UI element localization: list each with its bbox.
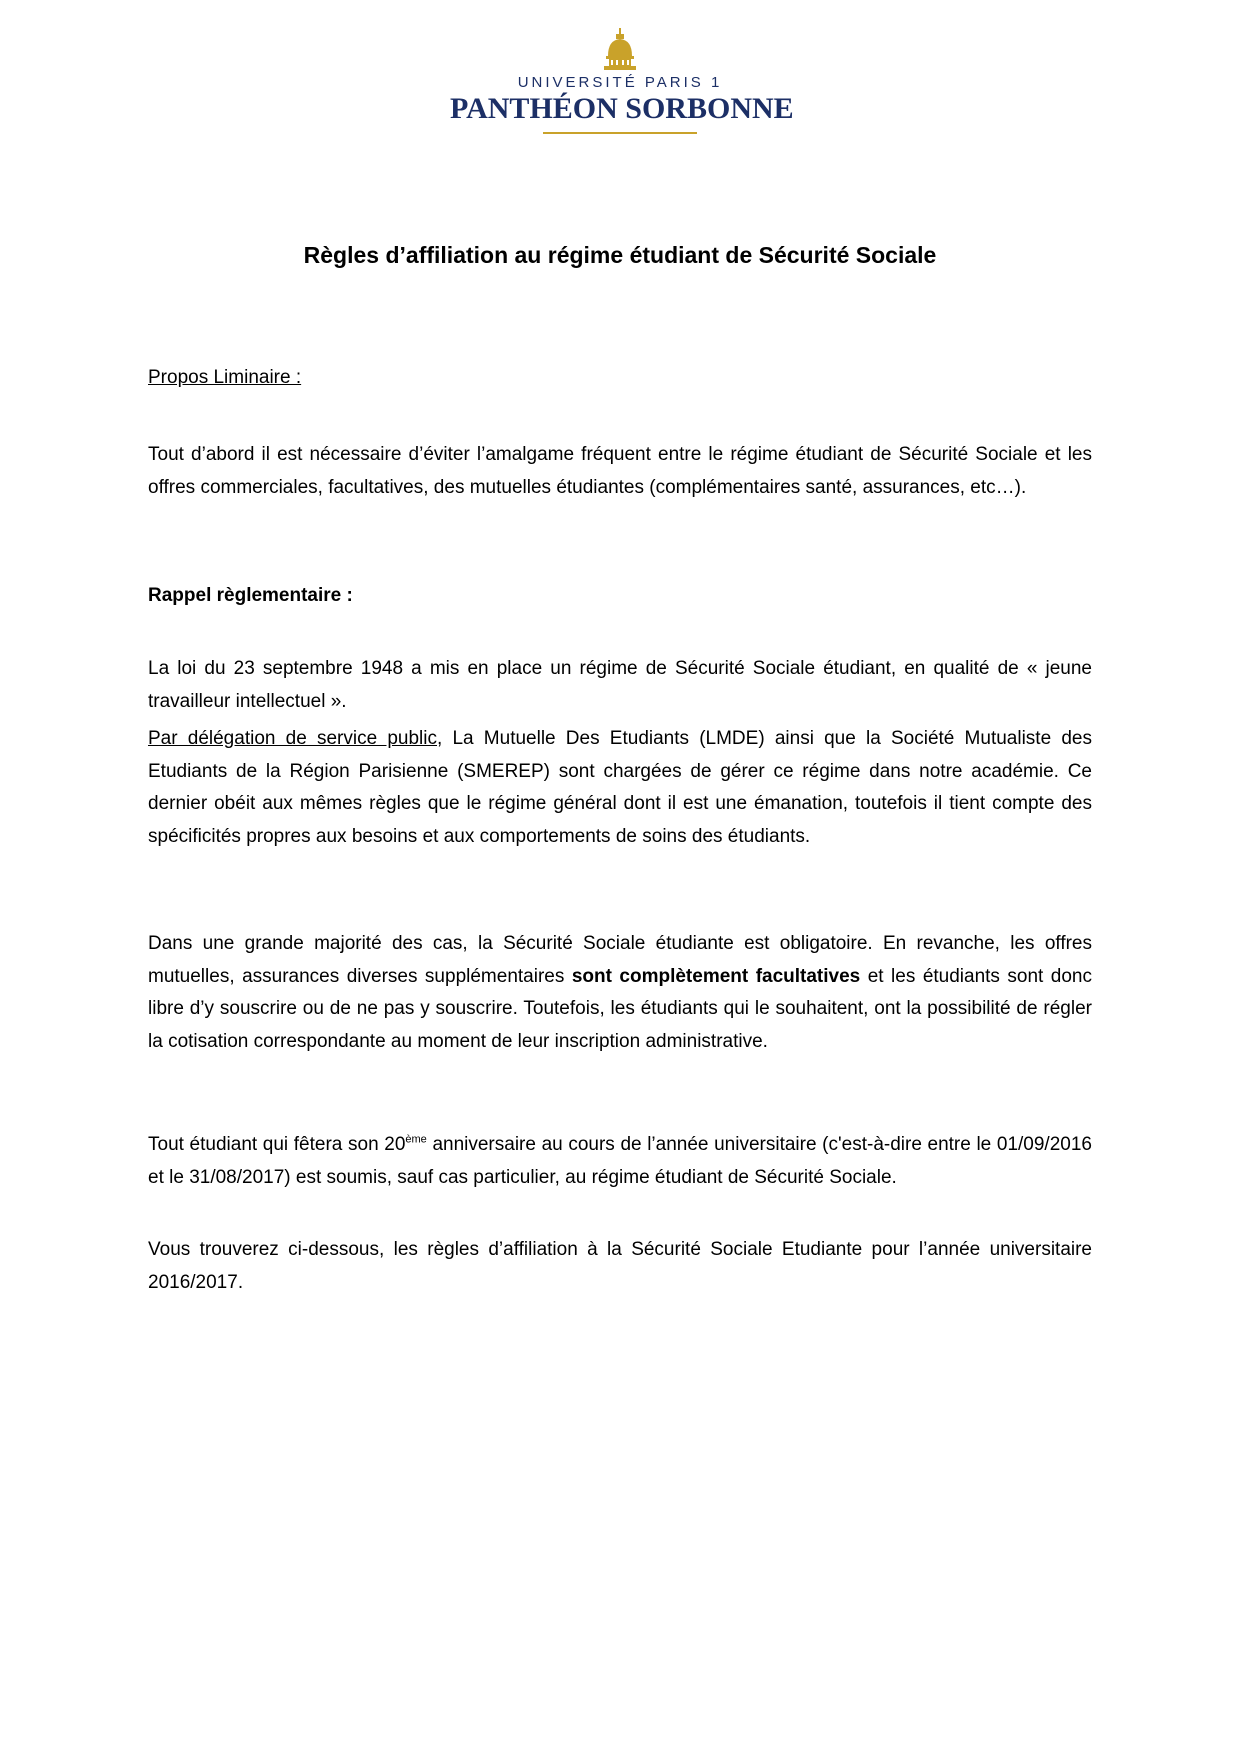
20eme-end: anniversaire au cours de l’année universitaire (c'est-à-dire entre le 01/09/2016 et le 31/08/2017) est soumis, sauf cas particulier, au régime étudiant de Sécurité Sociale. xyxy=(148,1134,1092,1188)
logo-underline xyxy=(543,132,697,134)
paragraph-20eme xyxy=(148,1129,1092,1194)
paragraph-intro: Tout d’abord il est nécessaire d’éviter l’amalgame fréquent entre le régime étudiant de Sécurité Sociale et les offres commerciales, facultatives, des mutuelles étudiantes (complémentaires santé, assurances, etc…). xyxy=(148,444,1092,498)
dome-icon xyxy=(600,28,640,72)
paragraph-obligatoire xyxy=(148,928,1092,1058)
20eme-sup: ème xyxy=(405,1133,427,1146)
university-line: UNIVERSITÉ PARIS 1 xyxy=(517,74,723,91)
obligatoire-end: et les étudiants sont donc libre d’y souscrire ou de ne pas y souscrire. Toutefois, les étudiants qui le souhaitent, ont la possibilité de régler la cotisation correspondante au moment de leur inscription administrative. xyxy=(148,965,1092,1052)
paragraph-loi-1948: La loi du 23 septembre 1948 a mis en place un régime de Sécurité Sociale étudiant, en qualité de « jeune travailleur intellectuel ». xyxy=(148,658,1092,712)
paragraph-delegation xyxy=(148,723,1092,853)
university-logo xyxy=(450,28,794,134)
20eme-start: Tout étudiant qui fêtera son 20 xyxy=(148,1134,406,1155)
delegation-rest: , La Mutuelle Des Etudiants (LMDE) ainsi que la Société Mutualiste des Etudiants de la Région Parisienne (SMEREP) sont chargées de gérer ce régime dans notre académie. Ce dernier obéit aux mêmes règles que le régime général dont il est une émanation, toutefois il tient compte des spécificités propres aux besoins et aux comportements de soins des étudiants. xyxy=(148,728,1092,847)
paragraph-ci-dessous: Vous trouverez ci-dessous, les règles d’affiliation à la Sécurité Sociale Etudiante pour l’année universitaire 2016/2017. xyxy=(148,1239,1092,1293)
delegation-underlined: Par délégation de service public xyxy=(148,728,437,749)
university-name: PANTHÉON SORBONNE xyxy=(450,92,794,125)
heading-rappel-reglementaire: Rappel règlementaire : xyxy=(148,585,353,606)
obligatoire-bold: sont complètement facultatives xyxy=(571,965,861,987)
document-title: Règles d’affiliation au régime étudiant de Sécurité Sociale xyxy=(303,242,937,268)
obligatoire-start: Dans une grande majorité des cas, la Sécurité Sociale étudiante est obligatoire. En revanche, les offres mutuelles, assurances diverses supplémentaires xyxy=(148,933,1092,987)
heading-propos-liminaire: Propos Liminaire : xyxy=(148,367,302,388)
